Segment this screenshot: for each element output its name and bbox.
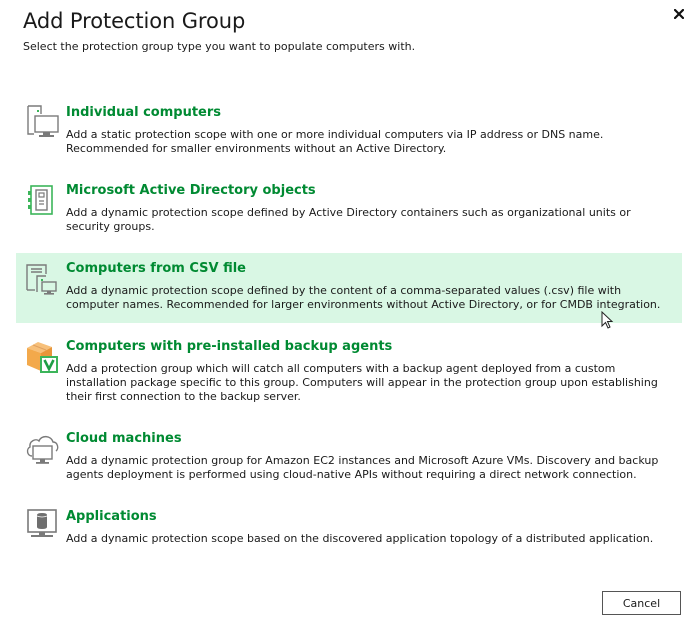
option-applications[interactable] bbox=[16, 502, 682, 558]
backup-agent-package-icon bbox=[24, 338, 60, 374]
option-title: Computers from CSV file bbox=[66, 261, 246, 276]
option-title: Computers with pre-installed backup agents bbox=[66, 339, 393, 354]
option-description: Add a dynamic protection group for Amazon EC2 instances and Microsoft Azure VMs. Discovery and backup agents deployment is performed using cloud-native APIs without requiring a direct network connection. bbox=[66, 454, 659, 481]
option-active-directory[interactable] bbox=[16, 176, 682, 242]
option-title: Microsoft Active Directory objects bbox=[66, 183, 316, 198]
option-description: Add a dynamic protection scope defined by the content of a comma-separated values (.csv) file with computer names. Recommended for larger environments without Active Directory, or for CMDB integration. bbox=[66, 284, 661, 311]
option-description: Add a protection group which will catch all computers with a backup agent deployed from a custom installation package specific to this group. Computers will appear in the protection group upon establishing their first connection to the backup server. bbox=[66, 362, 658, 403]
option-description: Add a dynamic protection scope defined by Active Directory containers such as organizational units or security groups. bbox=[66, 206, 631, 233]
dialog-subtitle: Select the protection group type you want to populate computers with. bbox=[23, 40, 416, 53]
option-preinstalled-backup-agents[interactable] bbox=[16, 332, 682, 420]
application-database-icon bbox=[24, 506, 60, 542]
close-button[interactable] bbox=[672, 7, 686, 21]
option-title: Applications bbox=[66, 509, 157, 524]
individual-computer-icon bbox=[24, 104, 60, 140]
close-icon bbox=[674, 9, 684, 19]
option-individual-computers[interactable] bbox=[16, 98, 682, 164]
option-description: Add a dynamic protection scope based on the discovered application topology of a distributed application. bbox=[66, 532, 654, 545]
option-title: Individual computers bbox=[66, 105, 222, 120]
csv-file-icon bbox=[24, 262, 60, 298]
option-cloud-machines[interactable] bbox=[16, 424, 682, 494]
option-description: Add a static protection scope with one or more individual computers via IP address or DNS name. Recommended for smaller environments without an Active Directory. bbox=[66, 128, 604, 155]
option-title: Cloud machines bbox=[66, 431, 182, 446]
cancel-button[interactable]: Cancel bbox=[602, 591, 681, 615]
cloud-machine-icon bbox=[24, 431, 60, 467]
option-computers-from-csv[interactable] bbox=[16, 253, 682, 323]
dialog-title: Add Protection Group bbox=[23, 9, 246, 33]
active-directory-icon bbox=[24, 184, 60, 220]
